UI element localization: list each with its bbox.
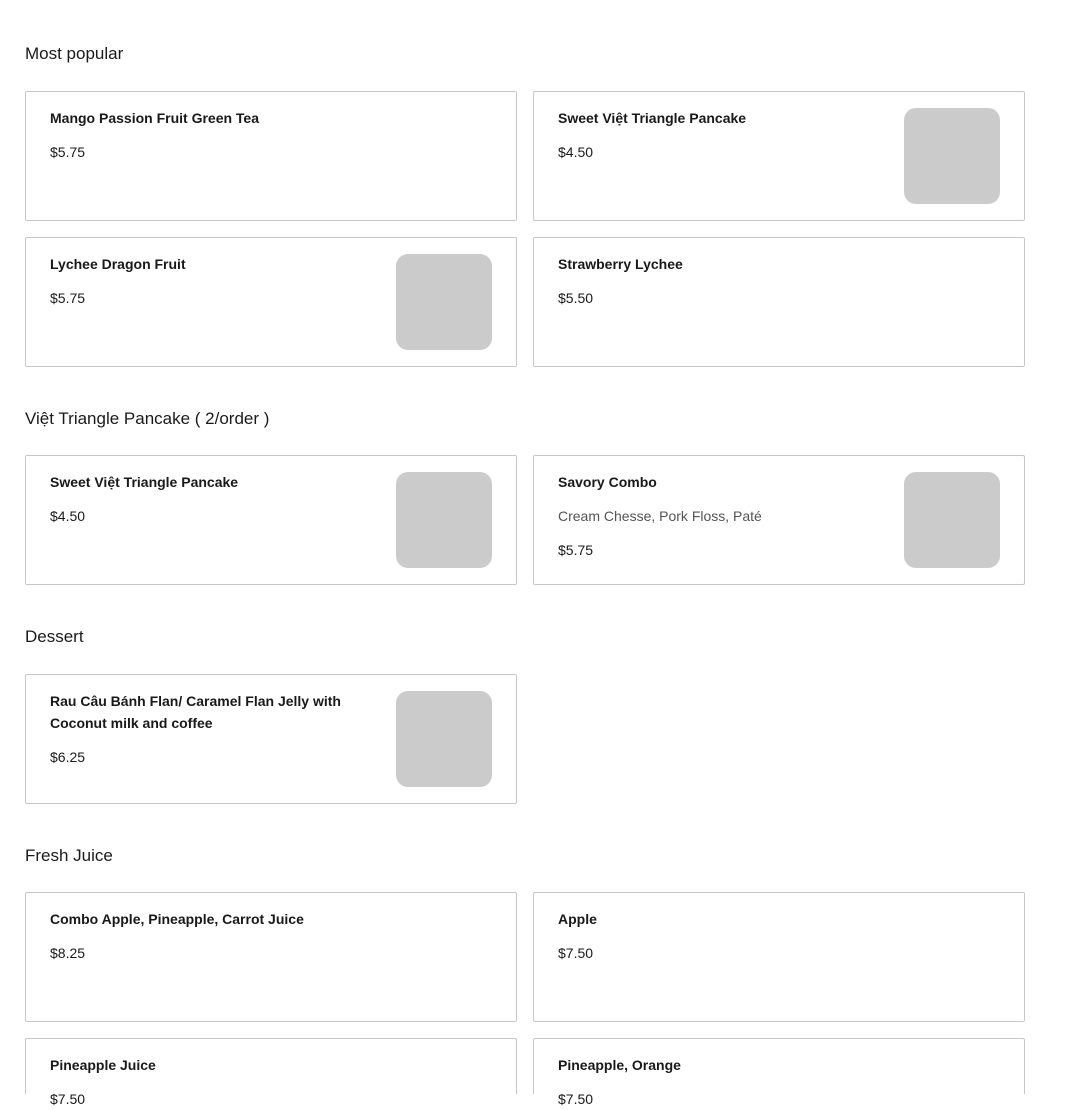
item-name: Sweet Việt Triangle Pancake bbox=[50, 474, 239, 490]
section-title-viet-triangle-pancake: Việt Triangle Pancake ( 2/order ) bbox=[25, 409, 270, 428]
item-image-placeholder bbox=[396, 472, 492, 568]
item-name: Rau Câu Bánh Flan/ Caramel Flan Jelly with Coconut milk and coffee bbox=[50, 693, 341, 731]
menu-item-card[interactable] bbox=[533, 1038, 1025, 1107]
item-image-placeholder bbox=[396, 691, 492, 787]
item-name: Apple bbox=[558, 911, 597, 927]
item-description: Cream Chesse, Pork Floss, Paté bbox=[558, 508, 762, 524]
item-price: $4.50 bbox=[558, 144, 594, 160]
item-image-placeholder bbox=[396, 254, 492, 350]
item-name: Pineapple Juice bbox=[50, 1057, 156, 1073]
section-title-dessert: Dessert bbox=[25, 627, 84, 646]
menu-item-card[interactable] bbox=[25, 91, 517, 221]
item-name: Lychee Dragon Fruit bbox=[50, 256, 186, 272]
item-name: Savory Combo bbox=[558, 474, 657, 490]
item-price: $5.75 bbox=[558, 542, 594, 558]
item-price: $8.25 bbox=[50, 945, 86, 961]
item-price: $5.75 bbox=[50, 290, 86, 306]
menu-item-card[interactable] bbox=[25, 1038, 517, 1107]
section-title-most-popular: Most popular bbox=[25, 44, 124, 63]
item-price: $7.50 bbox=[558, 945, 594, 961]
item-price: $7.50 bbox=[50, 1091, 86, 1107]
menu-item-card[interactable] bbox=[533, 455, 1025, 585]
item-name: Mango Passion Fruit Green Tea bbox=[50, 110, 260, 126]
item-name: Strawberry Lychee bbox=[558, 256, 683, 272]
item-price: $5.75 bbox=[50, 144, 86, 160]
item-name: Combo Apple, Pineapple, Carrot Juice bbox=[50, 911, 304, 927]
menu-item-card[interactable] bbox=[25, 674, 517, 804]
menu-item-card[interactable] bbox=[25, 237, 517, 367]
menu-item-card[interactable] bbox=[25, 455, 517, 585]
menu-item-card[interactable] bbox=[533, 237, 1025, 367]
item-name: Pineapple, Orange bbox=[558, 1057, 681, 1073]
menu-item-card[interactable] bbox=[25, 892, 517, 1022]
item-name: Sweet Việt Triangle Pancake bbox=[558, 110, 747, 126]
item-image-placeholder bbox=[904, 472, 1000, 568]
item-price: $5.50 bbox=[558, 290, 594, 306]
item-price: $7.50 bbox=[558, 1091, 594, 1107]
item-price: $6.25 bbox=[50, 749, 86, 765]
menu-item-card[interactable] bbox=[533, 892, 1025, 1022]
item-image-placeholder bbox=[904, 108, 1000, 204]
item-price: $4.50 bbox=[50, 508, 86, 524]
section-title-fresh-juice: Fresh Juice bbox=[25, 846, 113, 865]
menu-item-card[interactable] bbox=[533, 91, 1025, 221]
